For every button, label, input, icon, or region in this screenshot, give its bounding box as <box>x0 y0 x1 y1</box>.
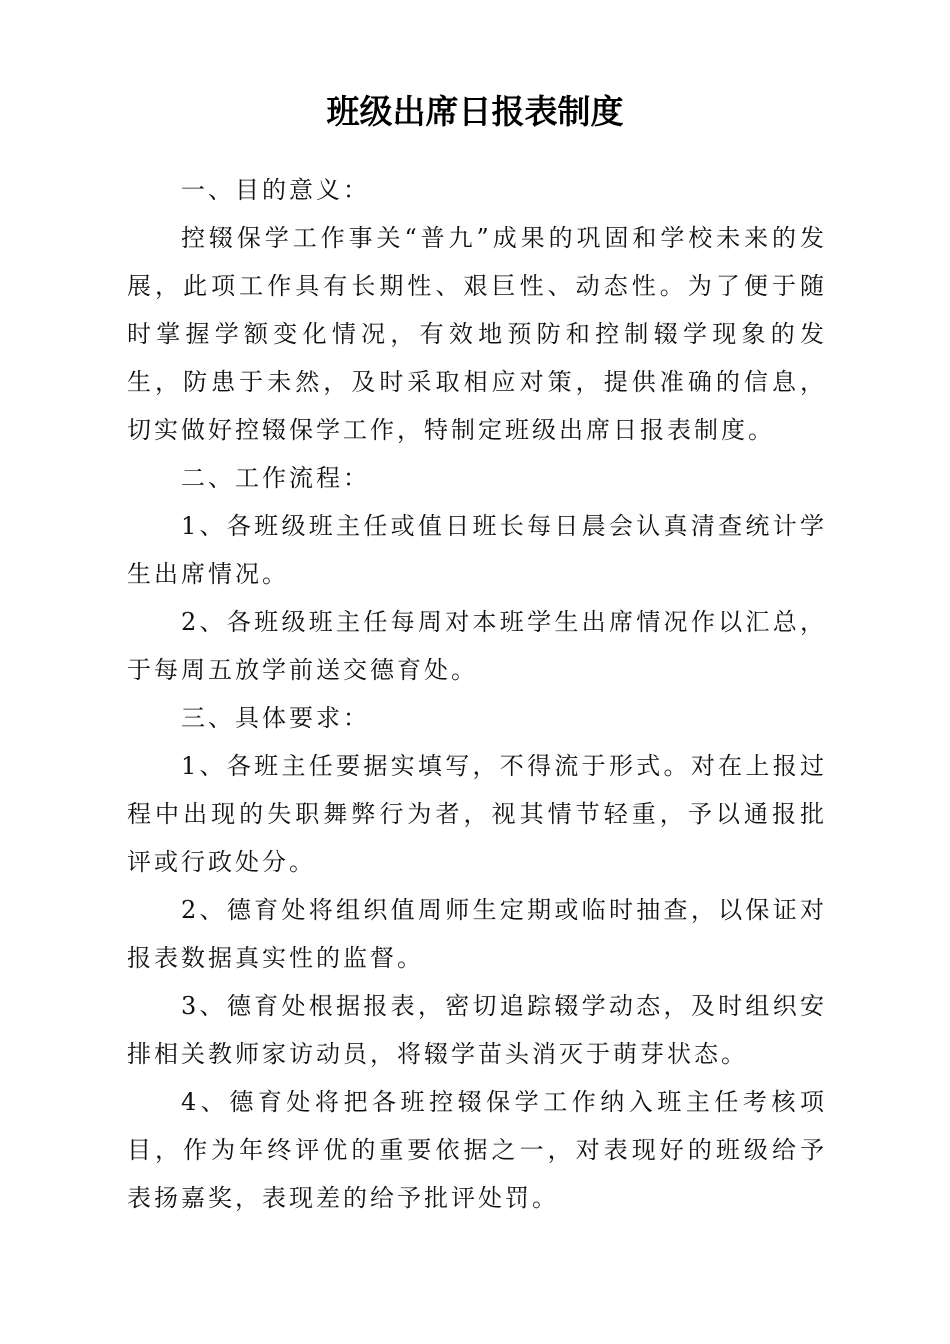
document-body <box>127 166 827 1222</box>
section-heading-workflow: 二、工作流程： <box>181 464 370 492</box>
section-heading-requirements: 三、具体要求： <box>181 704 370 732</box>
purpose-paragraph: 控辍保学工作事关“普九”成果的巩固和学校未来的发展，此项工作具有长期性、艰巨性、动态性。为了便于随时掌握学额变化情况，有效地预防和控制辍学现象的发生，防患于未然，及时采取相应对策，提供准确的信息，切实做好控辍保学工作，特制定班级出席日报表制度。 <box>127 224 827 444</box>
requirement-item-4: 4、德育处将把各班控辍保学工作纳入班主任考核项目，作为年终评优的重要依据之一，对表现好的班级给予表扬嘉奖，表现差的给予批评处罚。 <box>127 1088 827 1212</box>
document-title: 班级出席日报表制度 <box>326 92 624 131</box>
workflow-item-1: 1、各班级班主任或值日班长每日晨会认真清查统计学生出席情况。 <box>127 512 827 588</box>
requirement-item-3: 3、德育处根据报表，密切追踪辍学动态，及时组织安排相关教师家访动员，将辍学苗头消灭于萌芽状态。 <box>127 992 827 1068</box>
requirement-item-2: 2、德育处将组织值周师生定期或临时抽查，以保证对报表数据真实性的监督。 <box>127 896 827 972</box>
section-heading-purpose: 一、目的意义： <box>181 176 370 204</box>
requirement-item-1: 1、各班主任要据实填写，不得流于形式。对在上报过程中出现的失职舞弊行为者，视其情节轻重，予以通报批评或行政处分。 <box>127 752 827 876</box>
workflow-item-2: 2、各班级班主任每周对本班学生出席情况作以汇总，于每周五放学前送交德育处。 <box>127 608 827 684</box>
